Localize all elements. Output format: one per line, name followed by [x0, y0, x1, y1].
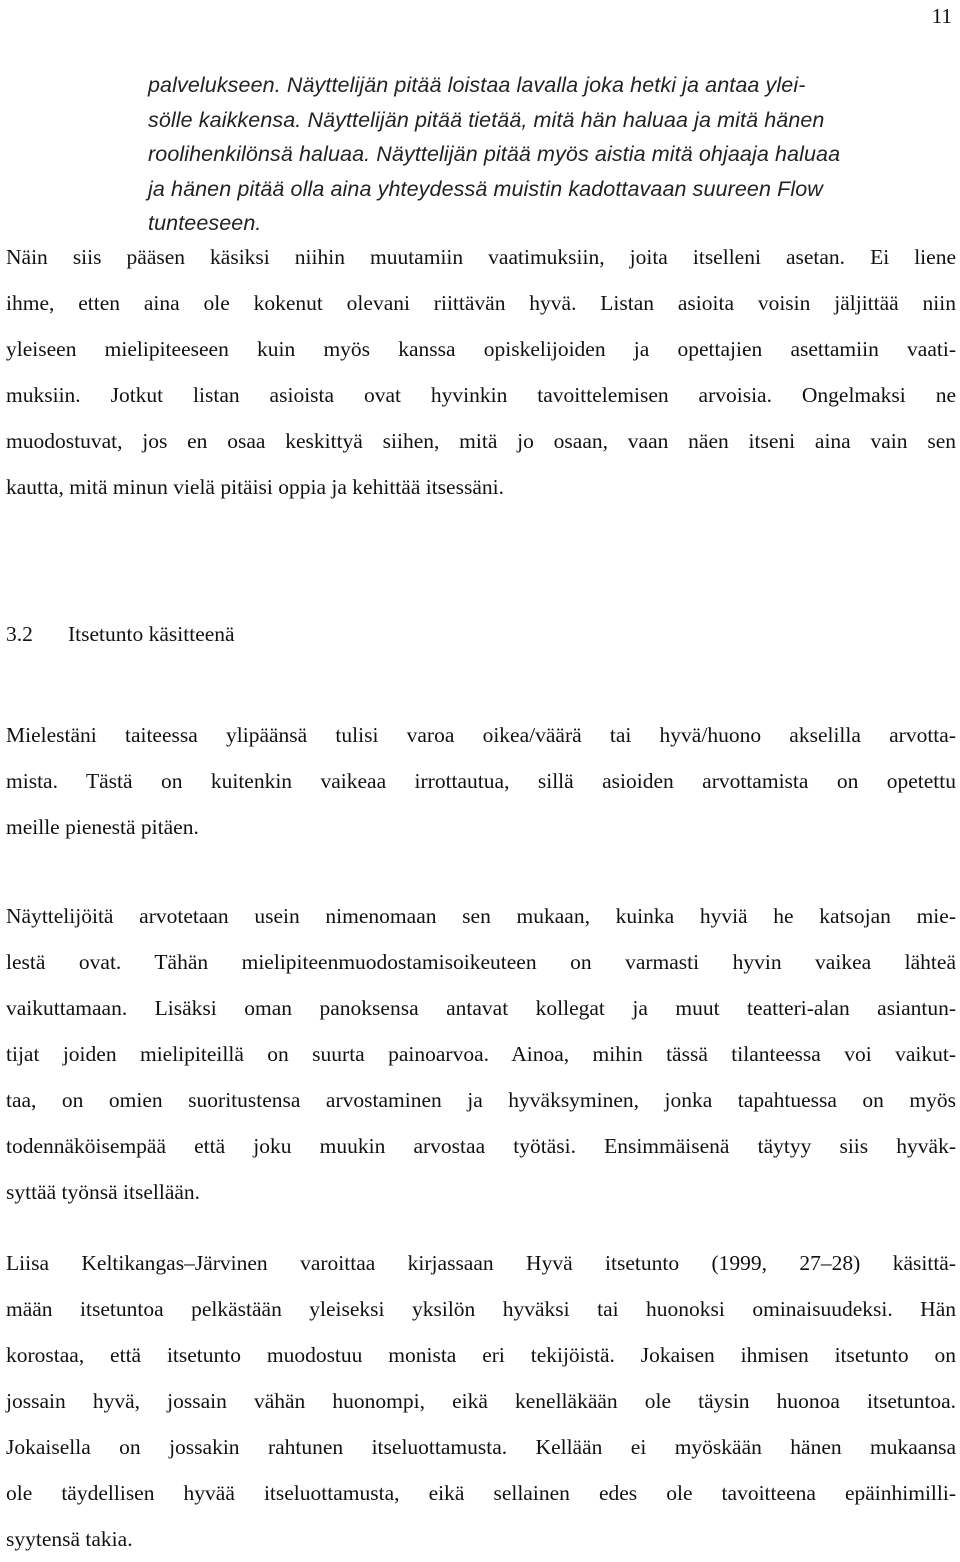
paragraph-line: syytensä takia. [6, 1527, 133, 1551]
paragraph-line: muksiin. Jotkut listan asioista ovat hyvinkin tavoittelemisen arvoisia. Ongelmaksi ne [6, 383, 956, 407]
paragraph-line: korostaa, että itsetunto muodostuu monista eri tekijöistä. Jokaisen ihmisen itsetunto on [6, 1343, 956, 1367]
section-number: 3.2 [6, 622, 33, 646]
paragraph-line: vaikuttamaan. Lisäksi oman panoksensa antavat kollegat ja muut teatteri-alan asiantun- [6, 996, 956, 1020]
paragraph-4 [6, 1240, 956, 1562]
paragraph-line: tijat joiden mielipiteillä on suurta painoarvoa. Ainoa, mihin tässä tilanteessa voi vaikut- [6, 1042, 956, 1066]
quote-line: palvelukseen. Näyttelijän pitää loistaa lavalla joka hetki ja antaa ylei- [148, 73, 806, 97]
quote-line: tunteeseen. [148, 211, 262, 235]
paragraph-line: syttää työnsä itsellään. [6, 1180, 201, 1204]
section-heading [6, 617, 235, 651]
block-quote [148, 68, 944, 241]
paragraph-1 [6, 234, 956, 510]
quote-line: ja hänen pitää olla aina yhteydessä muistin kadottavaan suureen Flow [148, 176, 823, 201]
quote-line: sölle kaikkensa. Näyttelijän pitää tietää, mitä hän haluaa ja mitä hänen [148, 107, 825, 132]
paragraph-line: mään itsetuntoa pelkästään yleiseksi yksilön hyväksi tai huonoksi ominaisuudeksi. Hän [6, 1297, 956, 1321]
page-number: 11 [931, 4, 952, 28]
paragraph-line: lestä ovat. Tähän mielipiteenmuodostamisoikeuteen on varmasti hyvin vaikea lähteä [6, 950, 956, 974]
paragraph-line: Näyttelijöitä arvotetaan usein nimenomaan sen mukaan, kuinka hyviä he katsojan mie- [6, 904, 956, 928]
paragraph-line: ihme, etten aina ole kokenut olevani riittävän hyvä. Listan asioita voisin jäljittää niin [6, 291, 956, 315]
paragraph-line: Liisa Keltikangas–Järvinen varoittaa kirjassaan Hyvä itsetunto (1999, 27–28) käsittä- [6, 1251, 956, 1275]
paragraph-line: todennäköisempää että joku muukin arvostaa työtäsi. Ensimmäisenä täytyy siis hyväk- [6, 1134, 956, 1158]
paragraph-line: Jokaisella on jossakin rahtunen itseluottamusta. Kellään ei myöskään hänen mukaansa [6, 1435, 956, 1459]
paragraph-line: muodostuvat, jos en osaa keskittyä siihen, mitä jo osaan, vaan näen itseni aina vain sen [6, 429, 956, 453]
quote-line: roolihenkilönsä haluaa. Näyttelijän pitää myös aistia mitä ohjaaja haluaa [148, 142, 841, 166]
paragraph-line: meille pienestä pitäen. [6, 815, 199, 839]
paragraph-line: jossain hyvä, jossain vähän huonompi, eikä kenelläkään ole täysin huonoa itsetuntoa. [6, 1389, 956, 1413]
paragraph-line: ole täydellisen hyvää itseluottamusta, eikä sellainen edes ole tavoitteena epäinhimilli- [6, 1481, 956, 1505]
section-title: Itsetunto käsitteenä [68, 622, 235, 646]
paragraph-line: Näin siis pääsen käsiksi niihin muutamiin vaatimuksiin, joita itselleni asetan. Ei liene [6, 245, 956, 269]
paragraph-2 [6, 712, 956, 850]
paragraph-line: kautta, mitä minun vielä pitäisi oppia ja kehittää itsessäni. [6, 475, 504, 499]
paragraph-line: taa, on omien suoritustensa arvostaminen ja hyväksyminen, jonka tapahtuessa on myös [6, 1088, 956, 1112]
paragraph-3 [6, 893, 956, 1215]
paragraph-line: mista. Tästä on kuitenkin vaikeaa irrottautua, sillä asioiden arvottamista on opetettu [6, 769, 956, 793]
paragraph-line: yleiseen mielipiteeseen kuin myös kanssa opiskelijoiden ja opettajien asettamiin vaati- [6, 337, 956, 361]
paragraph-line: Mielestäni taiteessa ylipäänsä tulisi varoa oikea/väärä tai hyvä/huono akselilla arvotta- [6, 723, 956, 747]
